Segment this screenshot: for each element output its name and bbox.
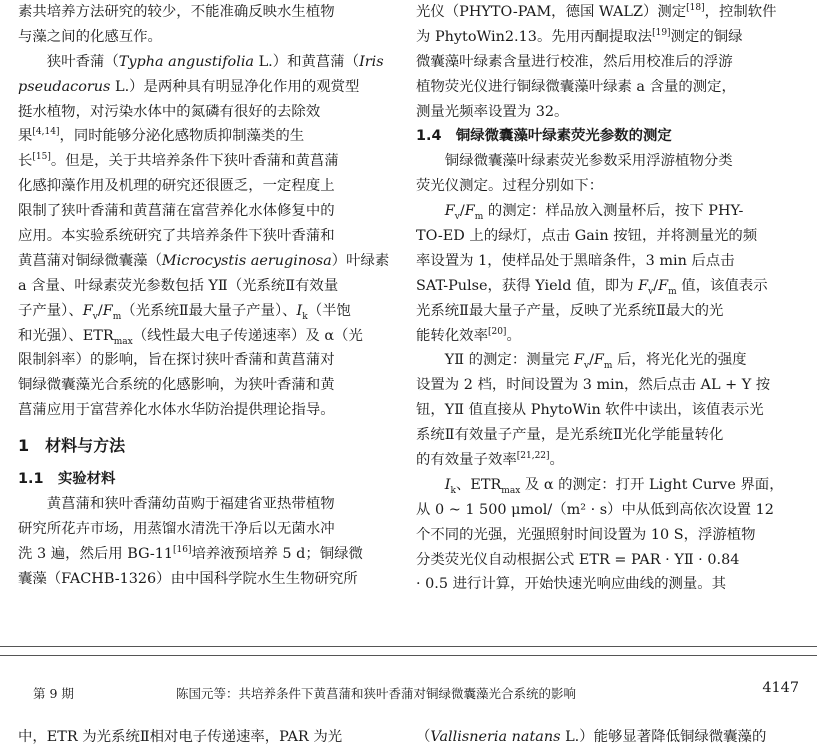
text-line: 和光强）、$ETR_{max}$（线性最大电子传递速率）及 α（光 bbox=[18, 327, 363, 347]
subsection-heading: 1.4 铜绿微囊藻叶绿素荧光参数的测定 bbox=[416, 128, 672, 145]
citation: [15] bbox=[32, 152, 51, 163]
text-line: 黄菖蒲对铜绿微囊藻（Microcystis aeruginosa）叶绿素 bbox=[18, 252, 390, 269]
right-column bbox=[416, 0, 802, 597]
page-break-divider bbox=[0, 646, 817, 656]
text-line: 素共培养方法研究的较少，不能准确反映水生植物 bbox=[18, 4, 335, 20]
text-line: 菖蒲应用于富营养化水体水华防治提供理论指导。 bbox=[18, 402, 335, 419]
citation: [20] bbox=[487, 326, 507, 337]
issue-number: 第 9 期 bbox=[33, 686, 74, 701]
text-line: 长[15]。但是，关于共培养条件下狭叶香蒲和黄菖蒲 bbox=[18, 152, 339, 170]
text-line: 铜绿微囊藻光合系统的化感影响，为狭叶香蒲和黄 bbox=[18, 377, 335, 394]
running-head bbox=[0, 680, 817, 706]
text-line: YⅡ 的测定：测量完 $F_v/F_m$ 后，将光化光的强度 bbox=[444, 352, 747, 372]
text-line: 从 0 ~ 1 500 μmol/（m² · s）中从低到高依次设置 12 bbox=[416, 501, 774, 518]
text-line: pseudacorus L.）是两种具有明显净化作用的观赏型 bbox=[18, 78, 360, 95]
text-line: 率设置为 1，使样品处于黑暗条件，3 min 后点击 bbox=[416, 252, 735, 269]
text-line: 光系统Ⅱ最大量子产量，反映了光系统Ⅱ最大的光 bbox=[416, 302, 724, 319]
text-line: 的有效量子效率[21,22]。 bbox=[416, 451, 564, 469]
text-line: （Vallisneria natans L.）能够显著降低铜绿微囊藻的 bbox=[416, 729, 767, 745]
text-line: 洗 3 遍，然后用 BG-11[16]培养液预培养 5 d；铜绿微 bbox=[18, 545, 363, 562]
text-line: TO-ED 上的绿灯，点击 Gain 按钮，并将测量光的频 bbox=[416, 228, 758, 245]
text-line: · 0.5 进行计算，开始快速光响应曲线的测量。其 bbox=[416, 576, 727, 593]
text-line: 化感抑藻作用及机理的研究还很匮乏，一定程度上 bbox=[18, 178, 335, 195]
text-line: 光仪（PHYTO-PAM，德国 WALZ）测定[18]，控制软件 bbox=[416, 3, 777, 20]
citation: [16] bbox=[173, 545, 192, 556]
text-line: $I_k$、$ETR_{max}$ 及 α 的测定：打开 Light Curve 界面， bbox=[444, 476, 784, 496]
text-line: 铜绿微囊藻叶绿素荧光参数采用浮游植物分类 bbox=[444, 153, 733, 170]
page-number: 4147 bbox=[762, 680, 799, 696]
text-line: 应用。本实验系统研究了共培养条件下狭叶香蒲和 bbox=[18, 228, 335, 245]
text-line: 分类荧光仪自动根据公式 ETR = PAR · YⅡ · 0.84 bbox=[416, 551, 740, 568]
text-line: 个不同的光强，光强照射时间设置为 10 S，浮游植物 bbox=[416, 526, 756, 543]
text-line: 黄菖蒲和狭叶香蒲幼苗购于福建省亚热带植物 bbox=[46, 496, 335, 513]
text-line: 能转化效率[20]。 bbox=[416, 326, 521, 344]
text-line: 测量光频率设置为 32。 bbox=[416, 103, 569, 120]
text-line: 囊藻（FACHB-1326）由中国科学院水生生物研究所 bbox=[18, 570, 358, 587]
citation: [19] bbox=[652, 28, 671, 39]
text-line: 植物荧光仪进行铜绿微囊藻叶绿素 a 含量的测定， bbox=[416, 78, 736, 95]
citation: [18] bbox=[686, 3, 705, 14]
left-column bbox=[18, 0, 404, 592]
text-line: 挺水植物，对污染水体中的氮磷有很好的去除效 bbox=[18, 103, 321, 120]
citation: [21,22] bbox=[516, 451, 550, 462]
running-title: 陈国元等：共培养条件下黄菖蒲和狭叶香蒲对铜绿微囊藻光合系统的影响 bbox=[176, 686, 577, 701]
text-line: 狭叶香蒲（Typha angustifolia L.）和黄菖蒲（Iris bbox=[46, 53, 384, 70]
text-line: 设置为 2 档，时间设置为 3 min，然后点击 AL + Y 按 bbox=[416, 377, 771, 394]
citation: [4,14] bbox=[32, 127, 60, 138]
text-line: 为 PhytoWin2.13。先用丙酮提取法[19]测定的铜绿 bbox=[416, 28, 743, 45]
text-line: 研究所花卉市场，用蒸馏水清洗干净后以无菌水冲 bbox=[18, 520, 335, 537]
section-heading: 1 材料与方法 bbox=[18, 436, 126, 456]
text-line: 系统Ⅱ有效量子产量，是光系统Ⅱ光化学能量转化 bbox=[416, 427, 724, 444]
text-line: 微囊藻叶绿素含量进行校准，然后用校准后的浮游 bbox=[416, 53, 733, 70]
text-line: 钮，YⅡ 值直接从 PhytoWin 软件中读出，该值表示光 bbox=[416, 402, 764, 419]
text-line: SAT-Pulse，获得 Yield 值，即为 $F_v/F_m$ 值，该值表示 bbox=[416, 277, 768, 297]
text-line: 限制了狭叶香蒲和黄菖蒲在富营养化水体修复中的 bbox=[18, 203, 335, 220]
text-line: 与藻之间的化感互作。 bbox=[18, 28, 162, 45]
text-line: $F_v/F_m$ 的测定：样品放入测量杯后，按下 PHY- bbox=[444, 203, 744, 222]
text-line: a 含量、叶绿素荧光参数包括 YⅡ（光系统Ⅱ有效量 bbox=[18, 277, 339, 294]
text-line: 中，ETR 为光系统Ⅱ相对电子传递速率，PAR 为光 bbox=[18, 729, 343, 745]
text-line: 限制斜率）的影响，旨在探讨狭叶香蒲和黄菖蒲对 bbox=[18, 352, 335, 369]
subsection-heading: 1.1 实验材料 bbox=[18, 471, 116, 488]
text-line: 子产量）、$F_v/F_m$（光系统Ⅱ最大量子产量）、$I_k$（半饱 bbox=[18, 302, 351, 322]
text-line: 荧光仪测定。过程分别如下： bbox=[416, 178, 604, 195]
text-line: 果[4,14]，同时能够分泌化感物质抑制藻类的生 bbox=[18, 127, 305, 145]
